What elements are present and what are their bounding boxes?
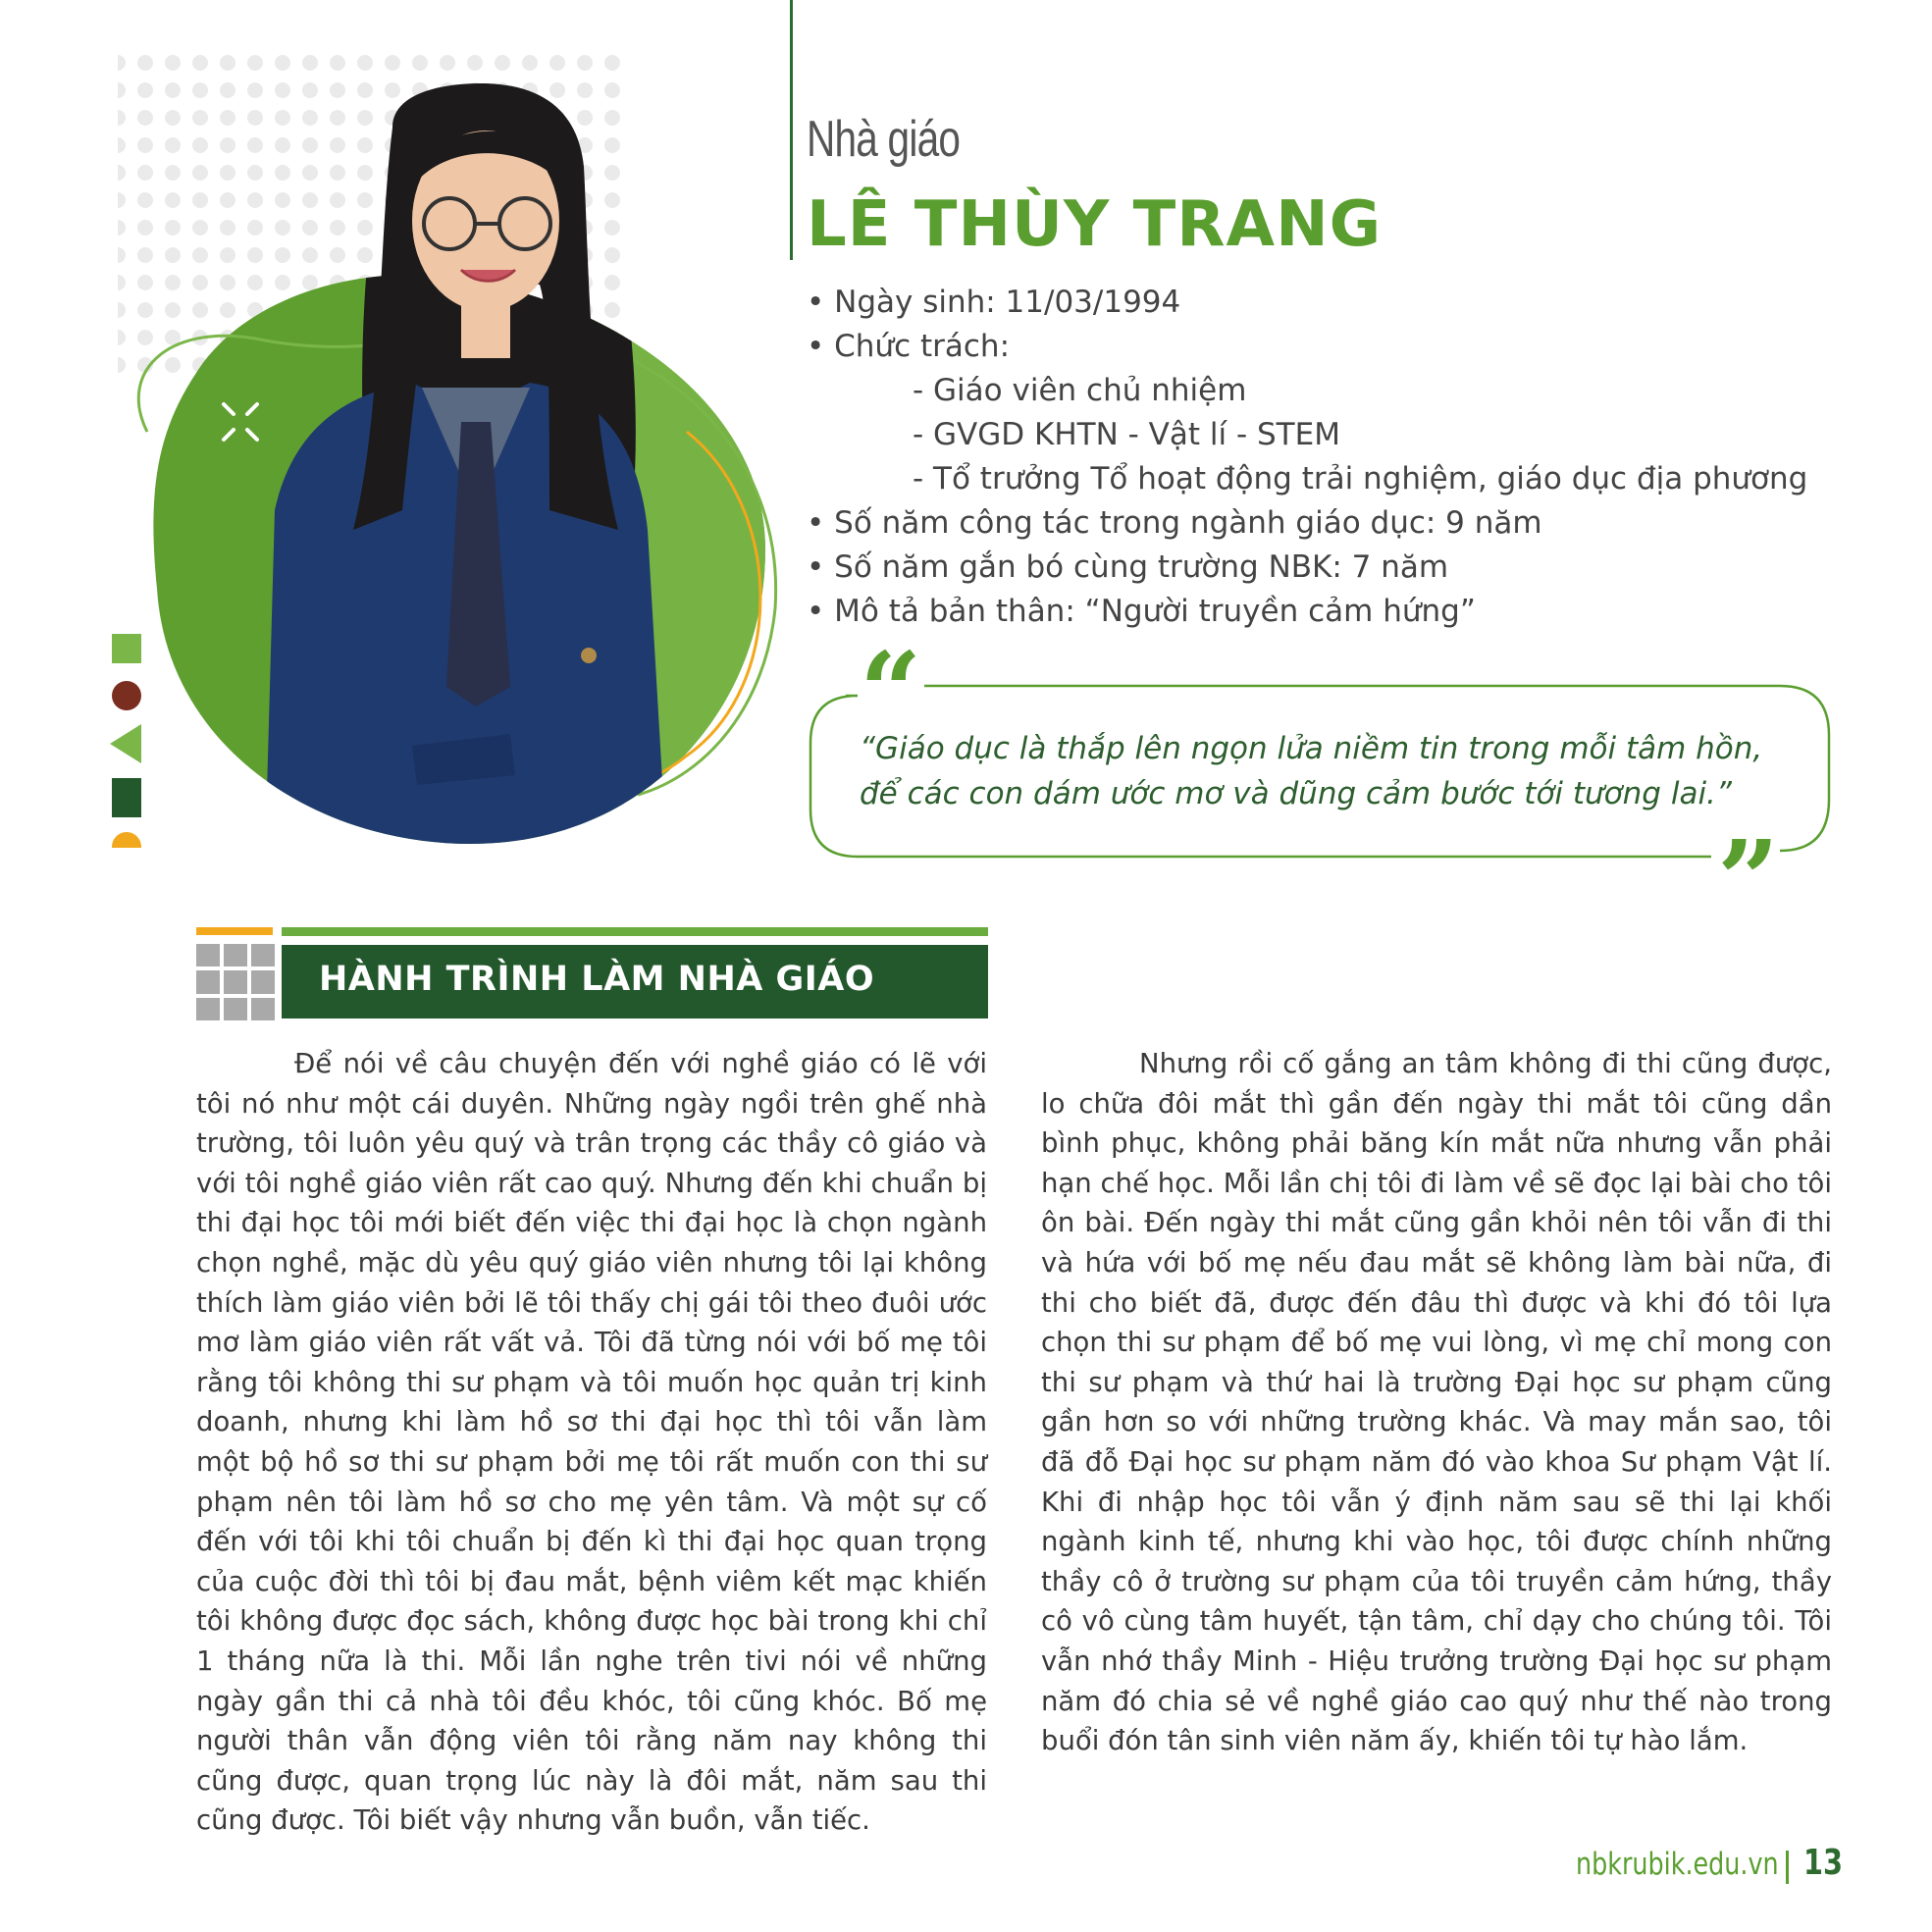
quote-text: “Giáo dục là thắp lên ngọn lửa niềm tin trong mỗi tâm hồn, để các con dám ước mơ và dũng cảm bước tới tương lai.” [860,731,1763,811]
section-accent-green [282,927,988,936]
fact-birth: • Ngày sinh: 11/03/1994 [807,285,1181,320]
quote-close-icon: ” [1717,816,1780,943]
quote-open-icon: “ [860,628,922,755]
deco-circle [112,681,141,710]
fact-years-nbk: • Số năm gắn bó cùng trường NBK: 7 năm [807,549,1449,585]
article-column-left [196,1044,987,1841]
title-kicker: Nhà giáo [807,111,961,168]
section-title: HÀNH TRÌNH LÀM NHÀ GIÁO [319,960,875,999]
article-paragraph: Nhưng rồi cố gắng an tâm không đi thi cũng được, lo chữa đôi mắt thì gần đến ngày thi mắt tôi cũng dần bình phục, không phải băng kín mắt nữa nhưng vẫn phải hạn chế học. Mỗi lần chị tôi đi làm về sẽ đọc lại bài cho tôi ôn bài. Đến ngày thi mắt cũng gần khỏi nên tôi vẫn đi thi và hứa với bố mẹ nếu đau mắt sẽ không làm bài nữa, đi thi cho biết đã, được đến đâu thì được và khi đó tôi lựa chọn thi sư phạm để bố mẹ vui lòng, vì mẹ chỉ mong con thi sư phạm và thứ hai là trường Đại học sư phạm cũng gần hơn so với những trường khác. Và may mắn sao, tôi đã đỗ Đại học sư phạm năm đó vào khoa Sư phạm Vật lí. Khi đi nhập học tôi vẫn ý định năm sau sẽ thi lại khối ngành kinh tế, nhưng khi vào học, tôi được chính những thầy cô ở trường sư phạm của tôi truyền cảm hứng, thầy cô vô cùng tâm huyết, tận tâm, chỉ dạy cho chúng tôi. Tôi vẫn nhớ thầy Minh - Hiệu trưởng trường Đại học sư phạm năm đó chia sẻ về nghề giáo cao quý như thế nào trong buổi đón tân sinh viên năm ấy, khiến tôi tự hào lắm. [1041,1048,1832,1757]
fact-duty-item: - Tổ trưởng Tổ hoạt động trải nghiệm, giáo dục địa phương [913,461,1808,496]
footer-divider [1786,1851,1789,1884]
fact-years-edu: • Số năm công tác trong ngành giáo dục: 9 năm [807,505,1542,541]
fact-duty-item: - GVGD KHTN - Vật lí - STEM [913,417,1340,452]
article-column-right [1041,1044,1832,1761]
profile-facts [807,281,1807,634]
title-divider [790,0,793,260]
fact-self-desc: • Mô tả bản thân: “Người truyền cảm hứng” [807,594,1476,629]
grid-icon [196,944,275,1020]
fact-duty-item: - Giáo viên chủ nhiệm [913,373,1247,408]
page-number: 13 [1803,1843,1844,1883]
article-paragraph: Để nói về câu chuyện đến với nghề giáo có lẽ với tôi nó như một cái duyên. Những ngày ngồi trên ghế nhà trường, tôi luôn yêu quý và trân trọng các thầy cô giáo và với tôi nghề giáo viên rất cao quý. Nhưng đến khi chuẩn bị thi đại học tôi mới biết đến việc thi đại học là chọn ngành chọn nghề, mặc dù yêu quý giáo viên nhưng tôi lại không thích làm giáo viên bởi lẽ tôi thấy chị gái tôi theo đuôi ước mơ làm giáo viên rất vất vả. Tôi đã từng nói với bố mẹ tôi rằng tôi không thi sư phạm và tôi muốn học quản trị kinh doanh, nhưng khi làm hồ sơ thi đại học thì tôi vẫn làm một bộ hồ sơ thi sư phạm bởi mẹ tôi rất muốn con thi sư phạm nên tôi làm hồ sơ cho mẹ yên tâm. Và một sự cố đến với tôi khi tôi chuẩn bị đến kì thi đại học quan trọng của cuộc đời thì tôi bị đau mắt, bệnh viêm kết mạc khiến tôi không được đọc sách, không được học bài trong khi chỉ 1 tháng nữa là thi. Mỗi lần nghe trên tivi nói về những ngày gần thi cả nhà tôi đều khóc, tôi cũng khóc. Bố mẹ người thân vẫn động viên tôi rằng năm nay không thi cũng được, quan trọng lúc này là đôi mắt, năm sau thi cũng được. Tôi biết vậy nhưng vẫn buồn, vẫn tiếc. [196,1048,987,1837]
deco-triangle-icon [110,724,143,763]
fact-duty-label: • Chức trách: [807,329,1011,364]
deco-square-light [112,634,141,663]
section-accent-orange [196,927,273,935]
teacher-name: LÊ THÙY TRANG [807,188,1383,261]
deco-rectangle-dark [112,778,141,817]
footer-site-link[interactable]: nbkrubik.edu.vn [1576,1847,1779,1882]
